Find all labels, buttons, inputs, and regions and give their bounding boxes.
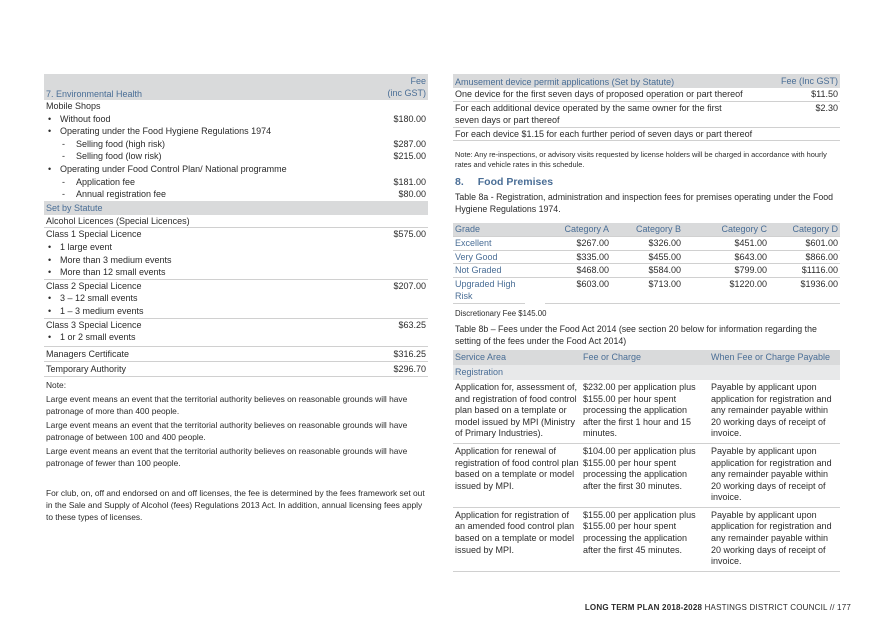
payable-cell: Payable by applicant upon application for registration and any remainder payable within 20 working days of receipt of invoice. — [709, 444, 840, 508]
category-c-header: Category C — [683, 223, 769, 237]
page-footer: LONG TERM PLAN 2018-2028 HASTINGS DISTRICT COUNCIL // 177 — [584, 603, 851, 612]
table-8b-caption: Table 8b – Fees under the Food Act 2014 (see section 20 below for information regarding the setting of the fees under the Food Act 2014) — [455, 323, 817, 346]
fee-cell: $267.00 — [545, 237, 611, 251]
section-title: 7. Environmental Health — [46, 89, 143, 99]
section-header — [44, 74, 428, 100]
fee-cell: $451.00 — [683, 237, 769, 251]
fee-row: Class 3 Special Licence $63.25 — [46, 319, 426, 330]
payable-cell: Payable by applicant upon application for registration and any remainder payable within 20 working days of receipt of invoice. — [709, 380, 840, 444]
fee-row: - Application fee $181.00 — [44, 176, 428, 189]
category-a-header: Category A — [545, 223, 611, 237]
service-cell: Application for, assessment of, and registration of food control plan based on a template or model issued by MPI (Ministry of Primary Industries). — [453, 380, 581, 444]
fee-charge-header: Fee or Charge — [581, 350, 709, 365]
fee-cell: $713.00 — [611, 278, 683, 304]
fee-row: Managers Certificate $316.25 — [44, 347, 428, 362]
note-text: Large event means an event that the territorial authority believes on reasonable grounds will have patronage of fewer than 100 people. — [46, 445, 408, 468]
fee-row: Temporary Authority $296.70 — [44, 362, 428, 377]
grade-cell: Not Graded — [453, 264, 545, 278]
list-item: • Operating under the Food Hygiene Regulations 1974 — [44, 125, 428, 138]
amusement-header: Amusement device permit applications (Set by Statute) Fee (Inc GST) — [455, 76, 838, 87]
fee-cell: $601.00 — [769, 237, 840, 251]
fee-row: Class 1 Special Licence $575.00 — [46, 229, 426, 240]
note-label: Note: — [46, 379, 67, 390]
grade-cell: Very Good — [453, 251, 545, 265]
fee-cell: $155.00 per application plus $155.00 per hour spent processing the application after the first 45 minutes. — [581, 508, 709, 572]
club-note: For club, on, off and endorsed on and off licenses, the fee is determined by the fees framework set out in the Sale and Supply of Alcohol (fees) Regulations 2013 Act. In addition, annual licensing fees apply to these types of licenses. — [46, 487, 425, 522]
amusement-table — [453, 74, 840, 141]
fee-cell: $104.00 per application plus $155.00 per hour spent processing the application after the first 30 minutes. — [581, 444, 709, 508]
grade-table — [453, 223, 840, 304]
fee-cell: $1220.00 — [683, 278, 769, 304]
registration-band: Registration — [453, 365, 840, 380]
list-item: • 1 – 3 medium events — [44, 305, 428, 319]
food-premises-section — [453, 74, 840, 572]
list-item: • 1 large event — [44, 241, 428, 254]
list-item: • Operating under Food Control Plan/ National programme — [44, 163, 428, 176]
fee-cell: $866.00 — [769, 251, 840, 265]
fee-row: Class 2 Special Licence $207.00 — [46, 280, 426, 291]
note-text: Large event means an event that the territorial authority believes on reasonable grounds will have patronage of more than 400 people. — [46, 393, 408, 416]
service-cell: Application for registration of an amended food control plan based on a template or model issued by MPI. — [453, 508, 581, 572]
service-cell: Application for renewal of registration of food control plan based on a template or model issued by MPI. — [453, 444, 581, 508]
fee-cell: $799.00 — [683, 264, 769, 278]
fee-row: - Annual registration fee $80.00 — [44, 188, 428, 201]
grade-header: Grade — [453, 223, 545, 237]
grade-cell: Excellent — [453, 237, 545, 251]
fee-row: - Selling food (low risk) $215.00 — [44, 150, 428, 163]
list-item: • More than 3 medium events — [44, 254, 428, 267]
payable-header: When Fee or Charge Payable — [709, 350, 840, 365]
fee-row: For each additional device operated by the same owner for the first seven days or part thereof $2.30 — [453, 102, 840, 128]
category-d-header: Category D — [769, 223, 840, 237]
fee-cell: $603.00 — [545, 278, 611, 304]
payable-cell: Payable by applicant upon application for registration and any remainder payable within 20 working days of receipt of invoice. — [709, 508, 840, 572]
food-premises-heading: 8. Food Premises — [455, 176, 554, 189]
fee-cell: $1936.00 — [769, 278, 840, 304]
grade-cell: Upgraded High Risk — [453, 278, 525, 304]
service-table — [453, 350, 840, 572]
fee-column-header: Fee (inc GST) — [387, 76, 426, 98]
note-text: Large event means an event that the territorial authority believes on reasonable grounds will have patronage of between 100 and 400 people. — [46, 419, 408, 442]
statute-band: Set by Statute — [44, 201, 428, 215]
list-item: • 1 or 2 small events — [44, 331, 428, 347]
fee-cell: $1116.00 — [769, 264, 840, 278]
list-item: Mobile Shops — [46, 101, 101, 111]
table-8a-caption: Table 8a - Registration, administration and inspection fees for premises operating under the Food Hygiene Regulations 1974. — [455, 192, 833, 215]
fee-cell: $232.00 per application plus $155.00 per hour spent processing the application after the first 1 hour and 15 minutes. — [581, 380, 709, 444]
list-item: • More than 12 small events — [44, 266, 428, 280]
reinspection-note: Note: Any re-inspections, or advisory visits requested by license holders will be charged in accordance with hourly rates and vehicle rates in this schedule. — [455, 150, 827, 170]
environmental-health-table — [44, 74, 428, 523]
category-b-header: Category B — [611, 223, 683, 237]
fee-cell: $643.00 — [683, 251, 769, 265]
discretionary-fee: Discretionary Fee $145.00 — [455, 308, 547, 318]
fee-cell: $455.00 — [611, 251, 683, 265]
list-item: Alcohol Licences (Special Licences) — [44, 215, 428, 229]
list-item: • 3 – 12 small events — [44, 292, 428, 305]
fee-cell: $335.00 — [545, 251, 611, 265]
fee-row: - Selling food (high risk) $287.00 — [44, 138, 428, 151]
fee-row: For each device $1.15 for each further period of seven days or part thereof — [453, 128, 840, 142]
fee-cell: $326.00 — [611, 237, 683, 251]
fee-row: • Without food $180.00 — [44, 113, 428, 126]
fee-cell: $468.00 — [545, 264, 611, 278]
fee-row: One device for the first seven days of proposed operation or part thereof $11.50 — [453, 88, 840, 102]
fee-cell: $584.00 — [611, 264, 683, 278]
service-area-header: Service Area — [453, 350, 581, 365]
